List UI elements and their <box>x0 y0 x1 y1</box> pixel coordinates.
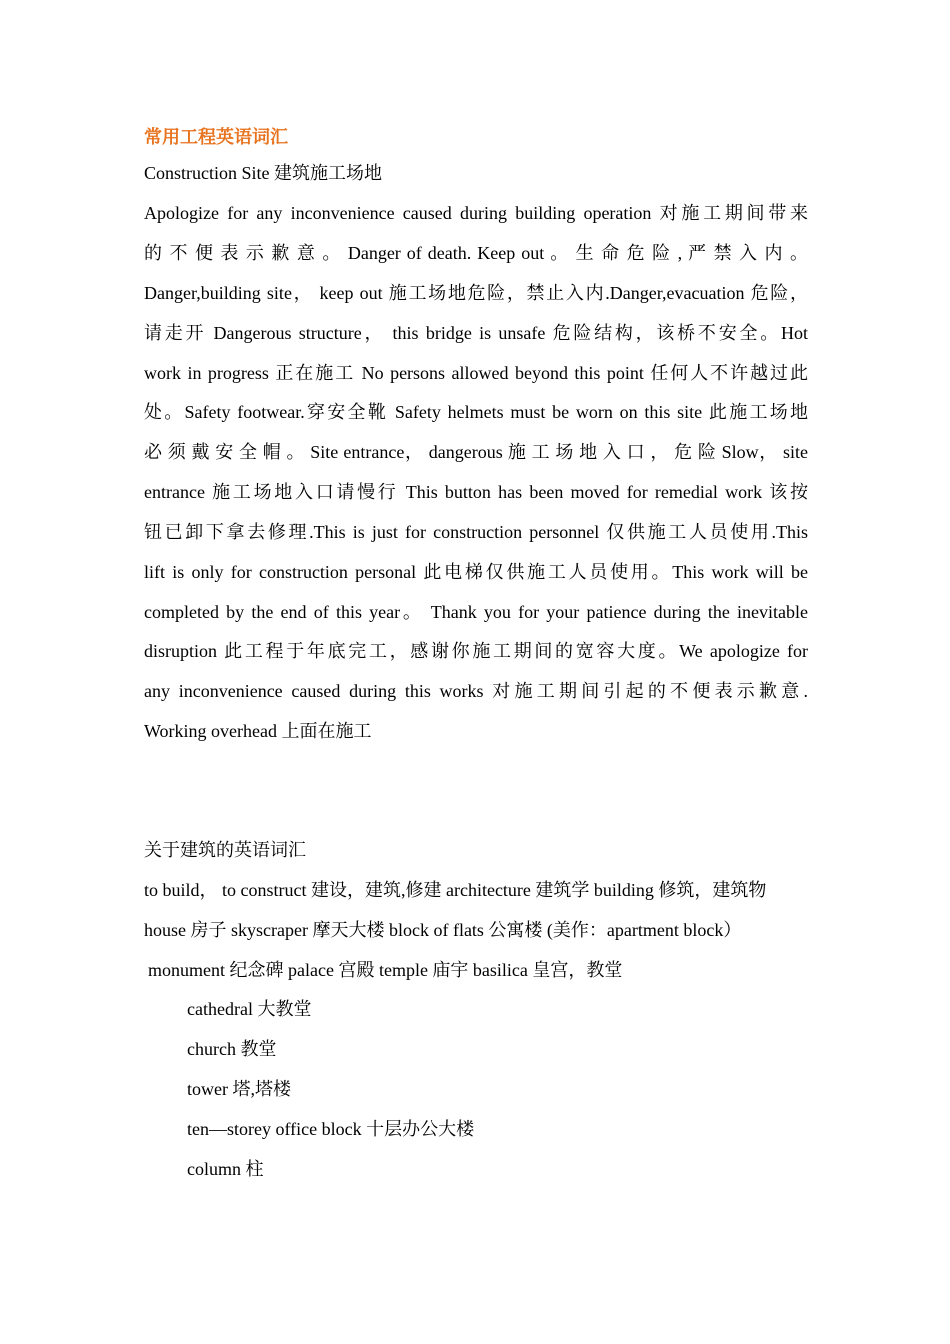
paragraph-line: 必 须 戴 安 全 帽 。 Site entrance， dangerous 施 工 场 地 入 口 ， 危 险 Slow， site <box>144 442 808 462</box>
section-subtitle: Construction Site 建筑施工场地 <box>144 163 382 183</box>
list-item: column 柱 <box>187 1159 264 1179</box>
paragraph-line: Apologize for any inconvenience caused during building operation 对施工期间带来 <box>144 203 808 223</box>
list-item: church 教堂 <box>187 1039 277 1059</box>
paragraph-line: lift is only for construction personal 此电梯仅供施工人员使用。This work will be <box>144 562 808 582</box>
paragraph-line: 钮已卸下拿去修理.This is just for construction personnel 仅供施工人员使用.This <box>144 522 808 542</box>
list-item: ten—storey office block 十层办公大楼 <box>187 1119 475 1139</box>
list-item: cathedral 大教堂 <box>187 999 312 1019</box>
vocabulary-line: house 房子 skyscraper 摩天大楼 block of flats 公寓楼 (美作：apartment block） <box>144 920 742 940</box>
list-item: tower 塔,塔楼 <box>187 1079 291 1099</box>
paragraph-line: entrance 施工场地入口请慢行 This button has been moved for remedial work 该按 <box>144 482 808 502</box>
vocabulary-line: monument 纪念碑 palace 宫殿 temple 庙宇 basilica 皇宫，教堂 <box>148 960 623 980</box>
paragraph-line: 处。Safety footwear.穿安全靴 Safety helmets must be worn on this site 此施工场地 <box>144 402 808 422</box>
vocabulary-line: to build， to construct 建设，建筑,修建 architecture 建筑学 building 修筑，建筑物 <box>144 880 767 900</box>
paragraph-line: work in progress 正在施工 No persons allowed beyond this point 任何人不许越过此 <box>144 363 808 383</box>
paragraph-line: 请走开 Dangerous structure， this bridge is unsafe 危险结构，该桥不安全。Hot <box>144 323 808 343</box>
paragraph-line: Danger,building site， keep out 施工场地危险，禁止入内.Danger,evacuation 危险， <box>144 283 808 303</box>
paragraph-line: disruption 此工程于年底完工，感谢你施工期间的宽容大度。We apologize for <box>144 641 808 661</box>
paragraph-line: Working overhead 上面在施工 <box>144 721 372 741</box>
paragraph-line: 的 不 便 表 示 歉 意 。 Danger of death. Keep out 。 生 命 危 险 , 严 禁 入 内 。 <box>144 243 808 263</box>
paragraph-line: any inconvenience caused during this works 对施工期间引起的不便表示歉意. <box>144 681 808 701</box>
paragraph-line: completed by the end of this year。 Thank you for your patience during the inevitable <box>144 602 808 622</box>
section-heading: 关于建筑的英语词汇 <box>144 840 306 860</box>
section-title: 常用工程英语词汇 <box>144 127 288 147</box>
